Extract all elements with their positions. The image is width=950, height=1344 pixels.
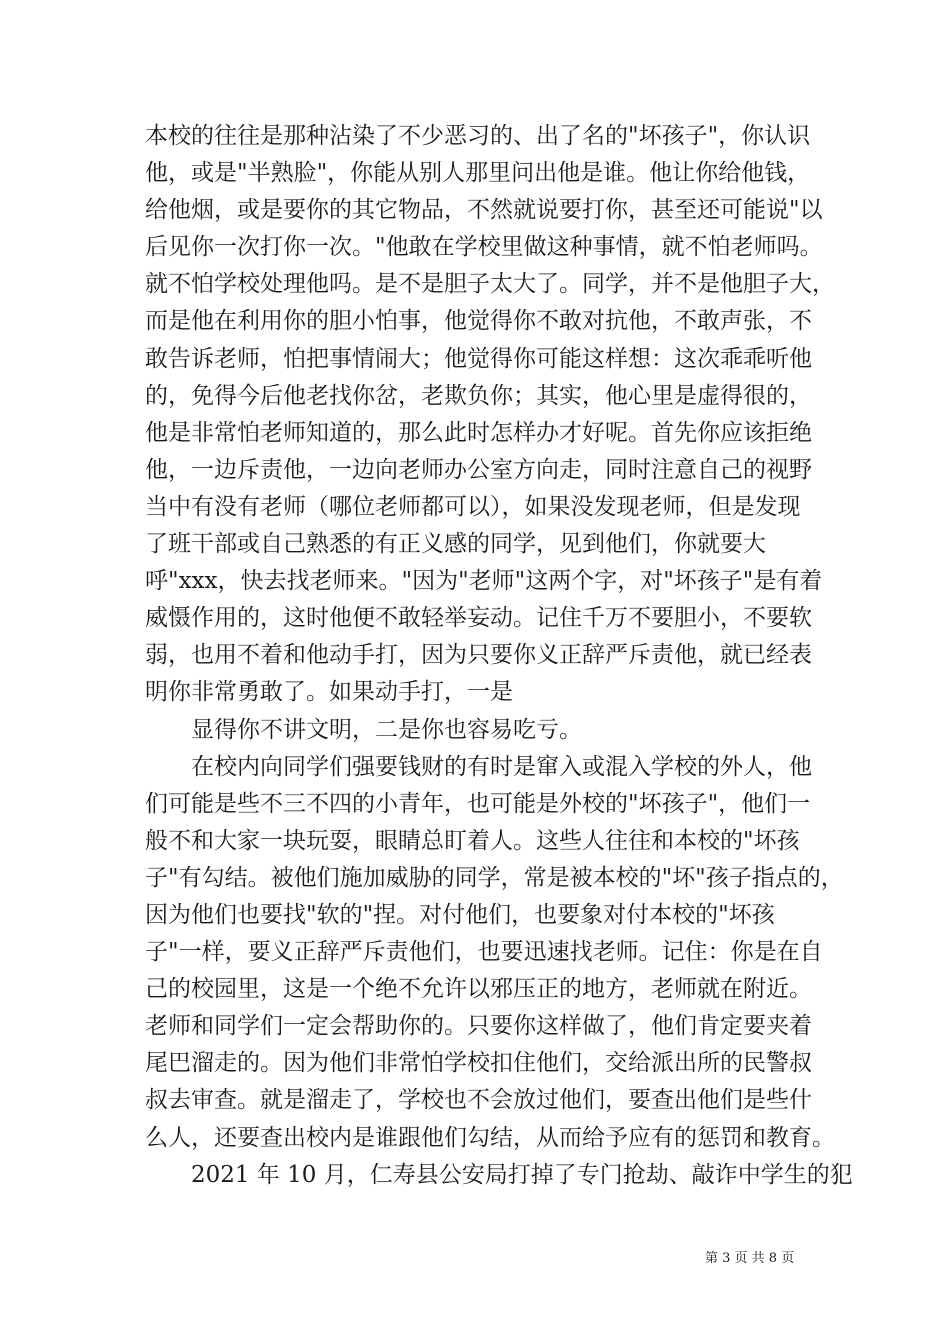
text-line: 他，或是"半熟脸"，你能从别人那里问出他是谁。他让你给他钱， [145, 160, 811, 187]
document-body [145, 118, 853, 1194]
text-line: 般不和大家一块玩耍，眼睛总盯着人。这些人往往和本校的"坏孩 [145, 827, 800, 854]
text-line: 弱，也用不着和他动手打，因为只要你义正辞严斥责他，就已经表 [145, 642, 812, 669]
text-line: 子"有勾结。被他们施加威胁的同学，常是被本校的"坏"孩子指点的， [145, 864, 844, 891]
text-line: 在校内向同学们强要钱财的有时是窜入或混入学校的外人，他 [191, 753, 812, 780]
text-line: 因为他们也要找"软的"捏。对付他们，也要象对付本校的"坏孩 [145, 901, 775, 928]
text-line: 子"一样，要义正辞严斥责他们，也要迅速找老师。记住：你是在自 [145, 939, 823, 966]
text-line: 明你非常勇敢了。如果动手打，一是 [145, 679, 513, 706]
text-line: 敢告诉老师，怕把事情闹大；他觉得你可能这样想：这次乖乖听他 [145, 345, 812, 372]
text-line: 而是他在利用你的胆小怕事，他觉得你不敢对抗他，不敢声张，不 [145, 308, 812, 335]
text-line: 们可能是些不三不四的小青年，也可能是外校的"坏孩子"，他们一 [145, 790, 811, 817]
text-line: 显得你不讲文明，二是你也容易吃亏。 [191, 716, 582, 743]
text-line: 了班干部或自己熟悉的有正义感的同学，见到他们，你就要大 [145, 531, 766, 558]
text-line: 就不怕学校处理他吗。是不是胆子太大了。同学，并不是他胆子大， [145, 271, 835, 298]
text-line: 尾巴溜走的。因为他们非常怕学校扣住他们，交给派出所的民警叔 [145, 1050, 812, 1077]
text-line: 威慑作用的，这时他便不敢轻举妄动。记住千万不要胆小，不要软 [145, 605, 812, 632]
text-line: 他是非常怕老师知道的，那么此时怎样办才好呢。首先你应该拒绝 [145, 419, 812, 446]
text-line: 他，一边斥责他，一边向老师办公室方向走，同时注意自己的视野 [145, 456, 812, 483]
text-line: 叔去审查。就是溜走了，学校也不会放过他们，要查出他们是些什 [145, 1087, 812, 1114]
text-line: 本校的往往是那种沾染了不少恶习的、出了名的"坏孩子"，你认识 [145, 123, 811, 149]
text-line: 老师和同学们一定会帮助你的。只要你这样做了，他们肯定要夹着 [145, 1013, 812, 1040]
text-line: 2021 年 10 月，仁寿县公安局打掉了专门抢劫、敲诈中学生的犯 [191, 1161, 853, 1188]
text-line: 呼"xxx，快去找老师来。"因为"老师"这两个字，对"坏孩子"是有着 [145, 568, 823, 595]
text-line: 后见你一次打你一次。"他敢在学校里做这种事情，就不怕老师吗。 [145, 234, 823, 261]
text-line: 的，免得今后他老找你岔，老欺负你；其实，他心里是虚得很的， [145, 382, 812, 409]
page-number-footer: 第 3 页 共 8 页 [705, 1251, 795, 1266]
text-line: 己的校园里，这是一个绝不允许以邪压正的地方，老师就在附近。 [145, 976, 812, 1003]
text-line: 么人，还要查出校内是谁跟他们勾结，从而给予应有的惩罚和教育。 [145, 1124, 835, 1151]
text-line: 给他烟，或是要你的其它物品，不然就说要打你，甚至还可能说"以 [145, 197, 823, 224]
text-line: 当中有没有老师（哪位老师都可以），如果没发现老师，但是发现 [145, 493, 801, 520]
